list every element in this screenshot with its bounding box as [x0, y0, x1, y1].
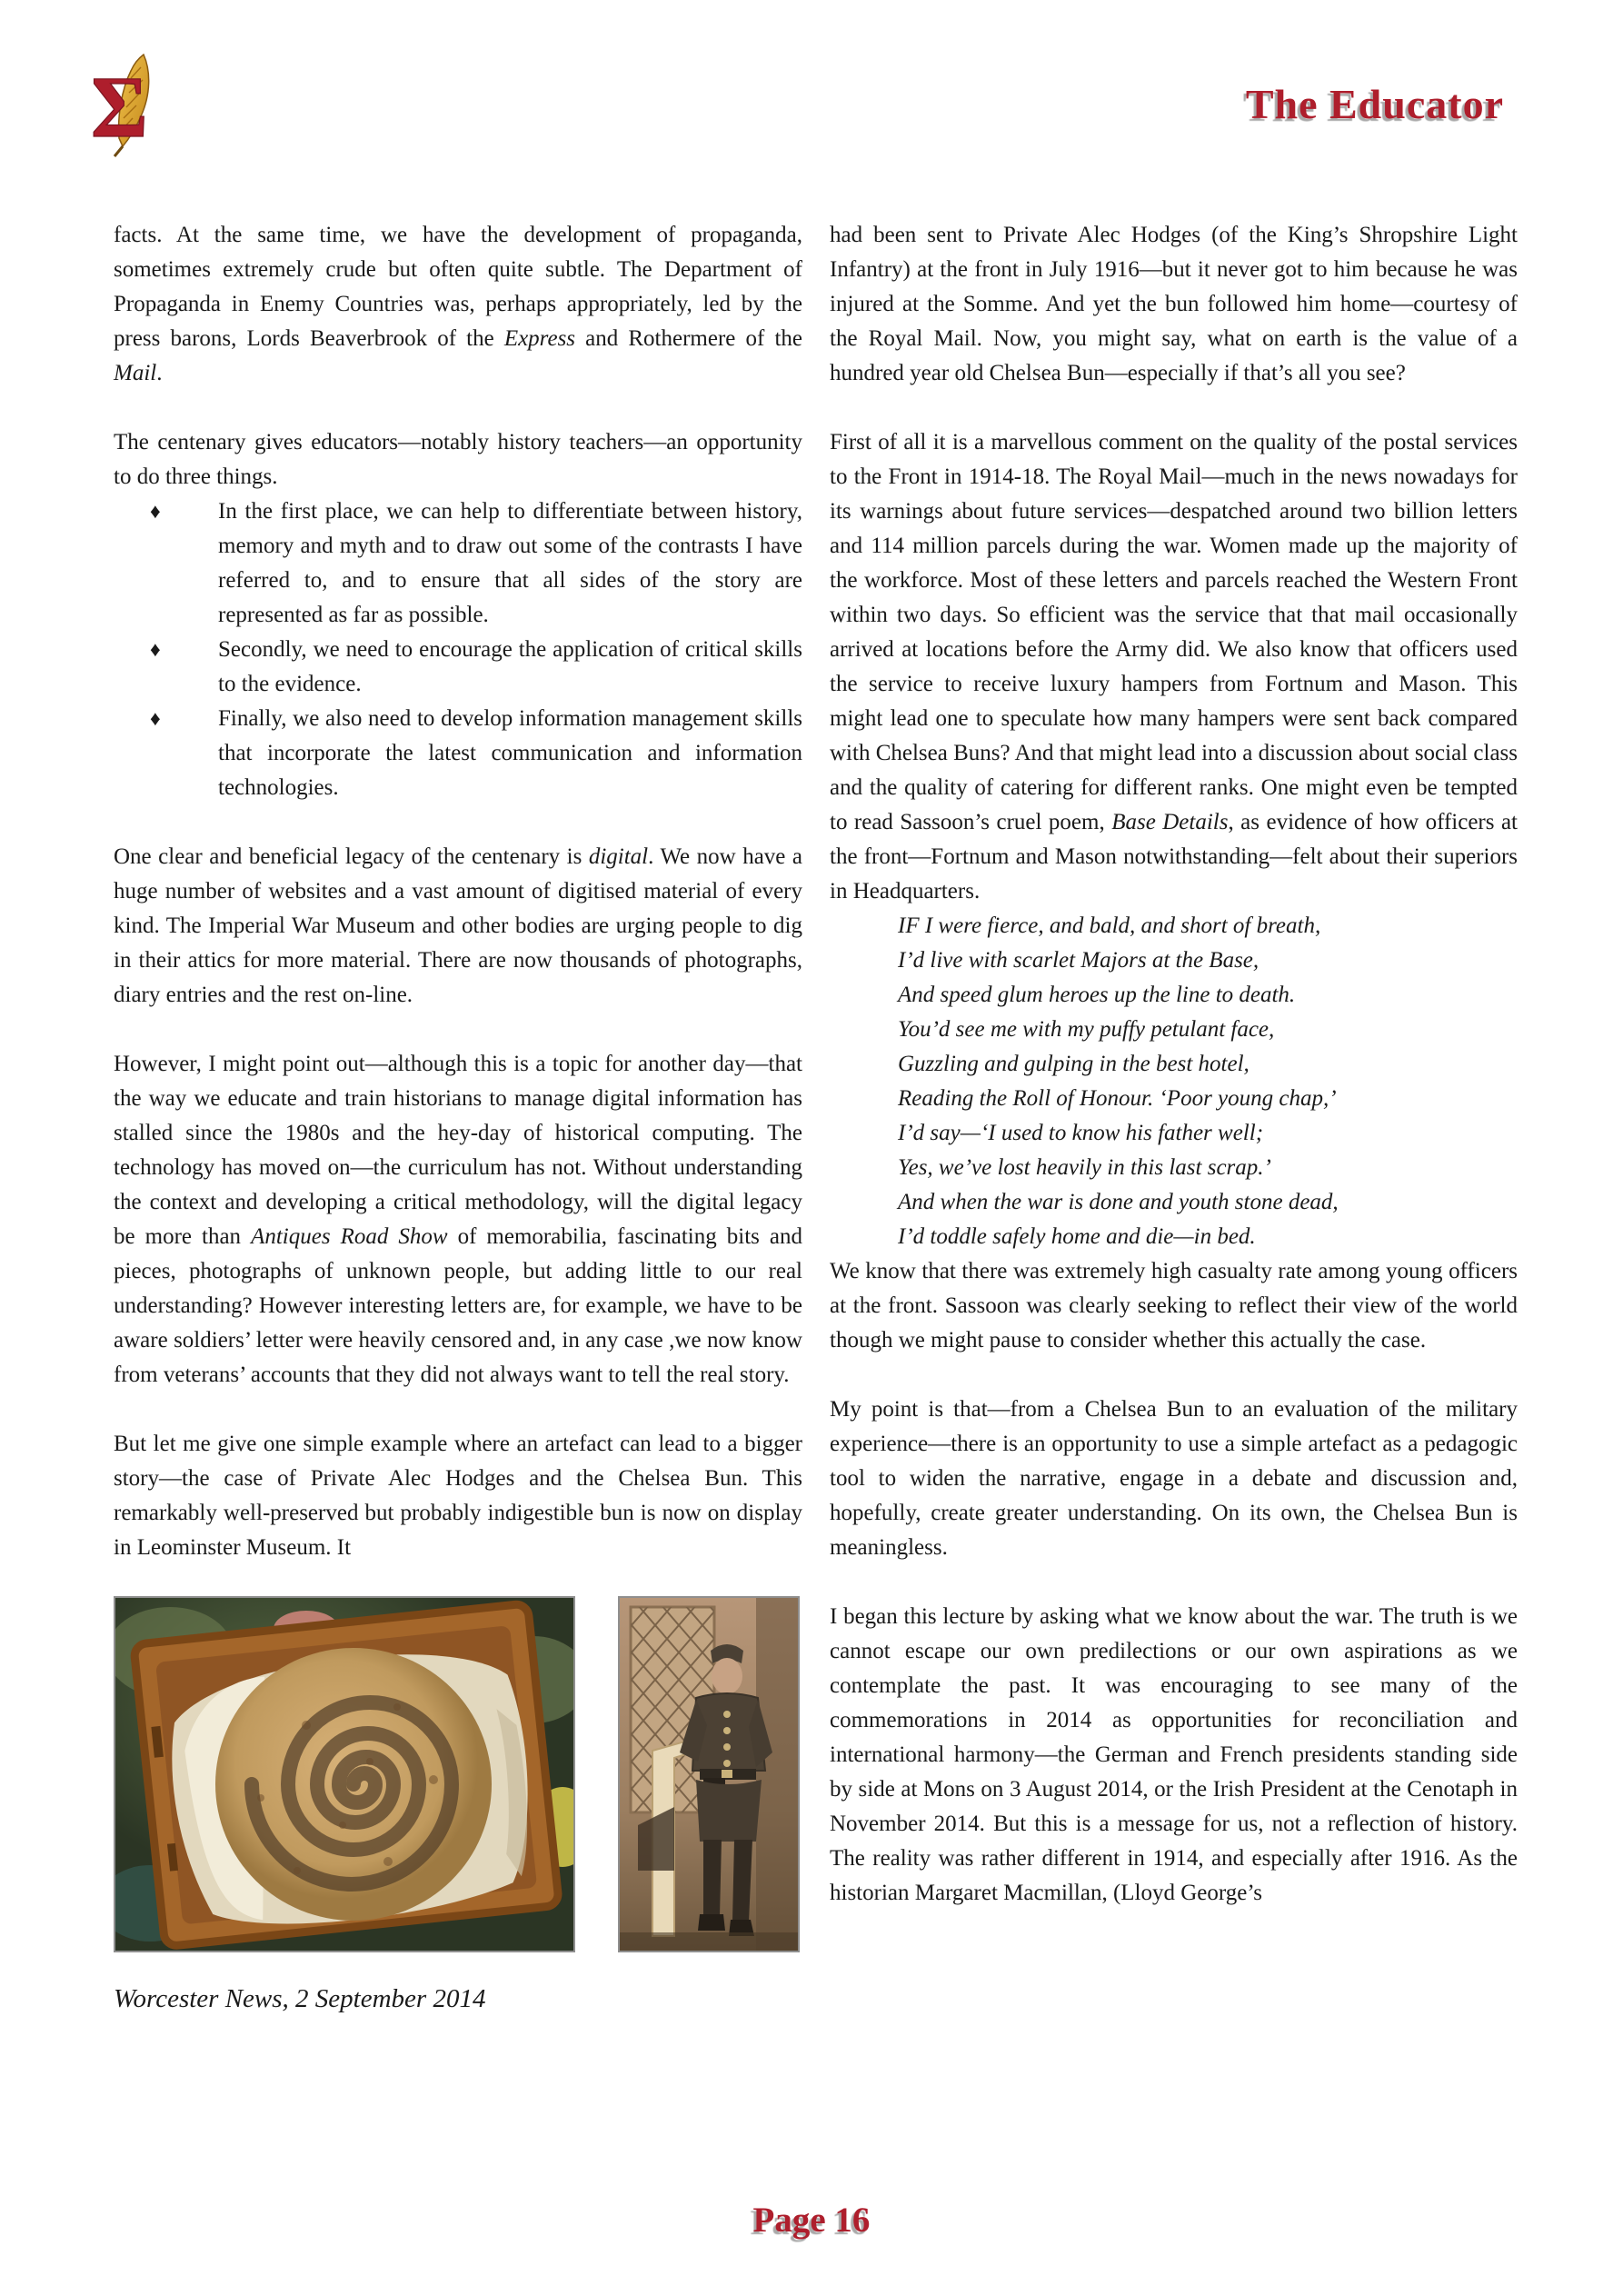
poem-line: Guzzling and gulping in the best hotel,: [898, 1052, 1250, 1076]
soldier-portrait-photo: [618, 1596, 800, 1952]
paragraph: One clear and beneficial legacy of the centenary is digital. We now have a huge number of websites and a vast amount of digitised material of every kind. The Imperial War Museum and other bodies are urging people to dig in their attics for more material. There are now thousands of photographs, diary entries and the rest on-line.: [114, 844, 802, 1007]
poem-line: And speed glum heroes up the line to death.: [898, 983, 1296, 1007]
poem-line: I’d say—‘I used to know his father well;: [898, 1121, 1264, 1145]
photo-row: [114, 1596, 802, 1952]
poem-line: Reading the Roll of Honour. ‘Poor young chap,’: [898, 1086, 1337, 1111]
bullet-text: Secondly, we need to encourage the application of critical skills to the evidence.: [218, 637, 802, 696]
page-number: Page 16: [752, 2201, 871, 2240]
poem-line: IF I were fierce, and bald, and short of breath,: [898, 913, 1321, 938]
page-title: The Educator: [1245, 81, 1504, 127]
poem-line: Yes, we’ve lost heavily in this last scrap.’: [898, 1155, 1271, 1180]
poem-line: You’d see me with my puffy petulant face,: [898, 1017, 1275, 1042]
bullet-text: In the first place, we can help to differentiate between history, memory and myth and to draw out some of the contrasts I have referred to, and to ensure that all sides of the story are represented as far as possible.: [218, 499, 802, 627]
chelsea-bun-photo: [114, 1596, 575, 1952]
paragraph: facts. At the same time, we have the development of propaganda, sometimes extremely crude but often quite subtle. The Department of Propaganda in Enemy Countries was, perhaps appropriately, led by the press barons, Lords Beaverbrook of the Express and Rothermere of the Mail.: [114, 223, 802, 385]
left-column: [114, 218, 802, 2016]
diamond-bullet-icon: ♦: [150, 707, 161, 730]
bullet-item: [114, 633, 802, 702]
paragraph: I began this lecture by asking what we know about the war. The truth is we cannot escape our own predilections or our own aspirations as we contemplate the past. It was encouraging to see many of the commemorations in 2014 as opportunities for reconciliation and international harmony—the German and French presidents standing side by side at Mons on 3 August 2014, or the Irish President at the Cenotaph in November 2014. But this is a message for us, not a reflection of history. The reality was rather different in 1914, and especially after 1916. As the historian Margaret Macmillan, (Lloyd George’s: [830, 1604, 1518, 1905]
poem-line: I’d toddle safely home and die—in bed.: [898, 1224, 1256, 1249]
paragraph: We know that there was extremely high casualty rate among young officers at the front. Sassoon was clearly seeking to reflect their view of the world though we might pause to consider whether this actually the case.: [830, 1259, 1518, 1353]
diamond-bullet-icon: ♦: [150, 638, 161, 661]
poem-line: I’d live with scarlet Majors at the Base,: [898, 948, 1260, 973]
bullet-item: [114, 702, 802, 805]
bullet-text: Finally, we also need to develop information management skills that incorporate the latest communication and information technologies.: [218, 706, 802, 800]
paragraph: The centenary gives educators—notably history teachers—an opportunity to do three things.: [114, 430, 802, 489]
diamond-bullet-icon: ♦: [150, 500, 161, 523]
bullet-list: [114, 494, 802, 805]
right-column: [830, 218, 1518, 1911]
paragraph: had been sent to Private Alec Hodges (of the King’s Shropshire Light Infantry) at the front in July 1916—but it never got to him because he was injured at the Somme. And yet the bun followed him home—courtesy of the Royal Mail. Now, you might say, what on earth is the value of a hundred year old Chelsea Bun—especially if that’s all you see?: [830, 223, 1518, 385]
paragraph: However, I might point out—although this is a topic for another day—that the way we educate and train historians to manage digital information has stalled since the 1980s and the hey-day of historical computing. The technology has moved on—the curriculum has not. Without understanding the context and developing a critical methodology, will the digital legacy be more than Antiques Road Show of memorabilia, fascinating bits and pieces, photographs of unknown people, but adding little to our real understanding? However interesting letters are, for example, we have to be aware soldiers’ letter were heavily censored and, in any case ,we now know from veterans’ accounts that they did not always want to tell the real story.: [114, 1052, 802, 1387]
photo-caption: Worcester News, 2 September 2014: [114, 1984, 486, 2013]
paragraph: My point is that—from a Chelsea Bun to an evaluation of the military experience—there is an opportunity to use a simple artefact as a pedagogic tool to widen the narrative, engage in a debate and discussion and, hopefully, create greater understanding. On its own, the Chelsea Bun is meaningless.: [830, 1397, 1518, 1560]
bullet-item: [114, 494, 802, 633]
paragraph: First of all it is a marvellous comment on the quality of the postal services to the Front in 1914-18. The Royal Mail—much in the news nowadays for its warnings about future services—despatched around two billion letters and 114 million parcels during the war. Women made up the majority of the workforce. Most of these letters and parcels reached the Western Front within two days. So efficient was the service that that mail occasionally arrived at locations before the Army did. We also know that officers used the service to receive luxury hampers from Fortnum and Mason. This might lead one to speculate how many hampers were sent back compared with Chelsea Buns? And that might lead into a discussion about social class and the quality of catering for different ranks. One might even be tempted to read Sassoon’s cruel poem, Base Details, as evidence of how officers at the front—Fortnum and Mason notwithstanding—felt about their superiors in Headquarters.: [830, 430, 1518, 903]
sigma-quill-logo: [91, 51, 167, 158]
poem: [830, 909, 1518, 1254]
paragraph: But let me give one simple example where an artefact can lead to a bigger story—the case of Private Alec Hodges and the Chelsea Bun. This remarkably well-preserved but probably indigestible bun is now on display in Leominster Museum. It: [114, 1432, 802, 1560]
sigma-glyph: Σ: [91, 58, 148, 155]
poem-line: And when the war is done and youth stone dead,: [898, 1190, 1339, 1214]
